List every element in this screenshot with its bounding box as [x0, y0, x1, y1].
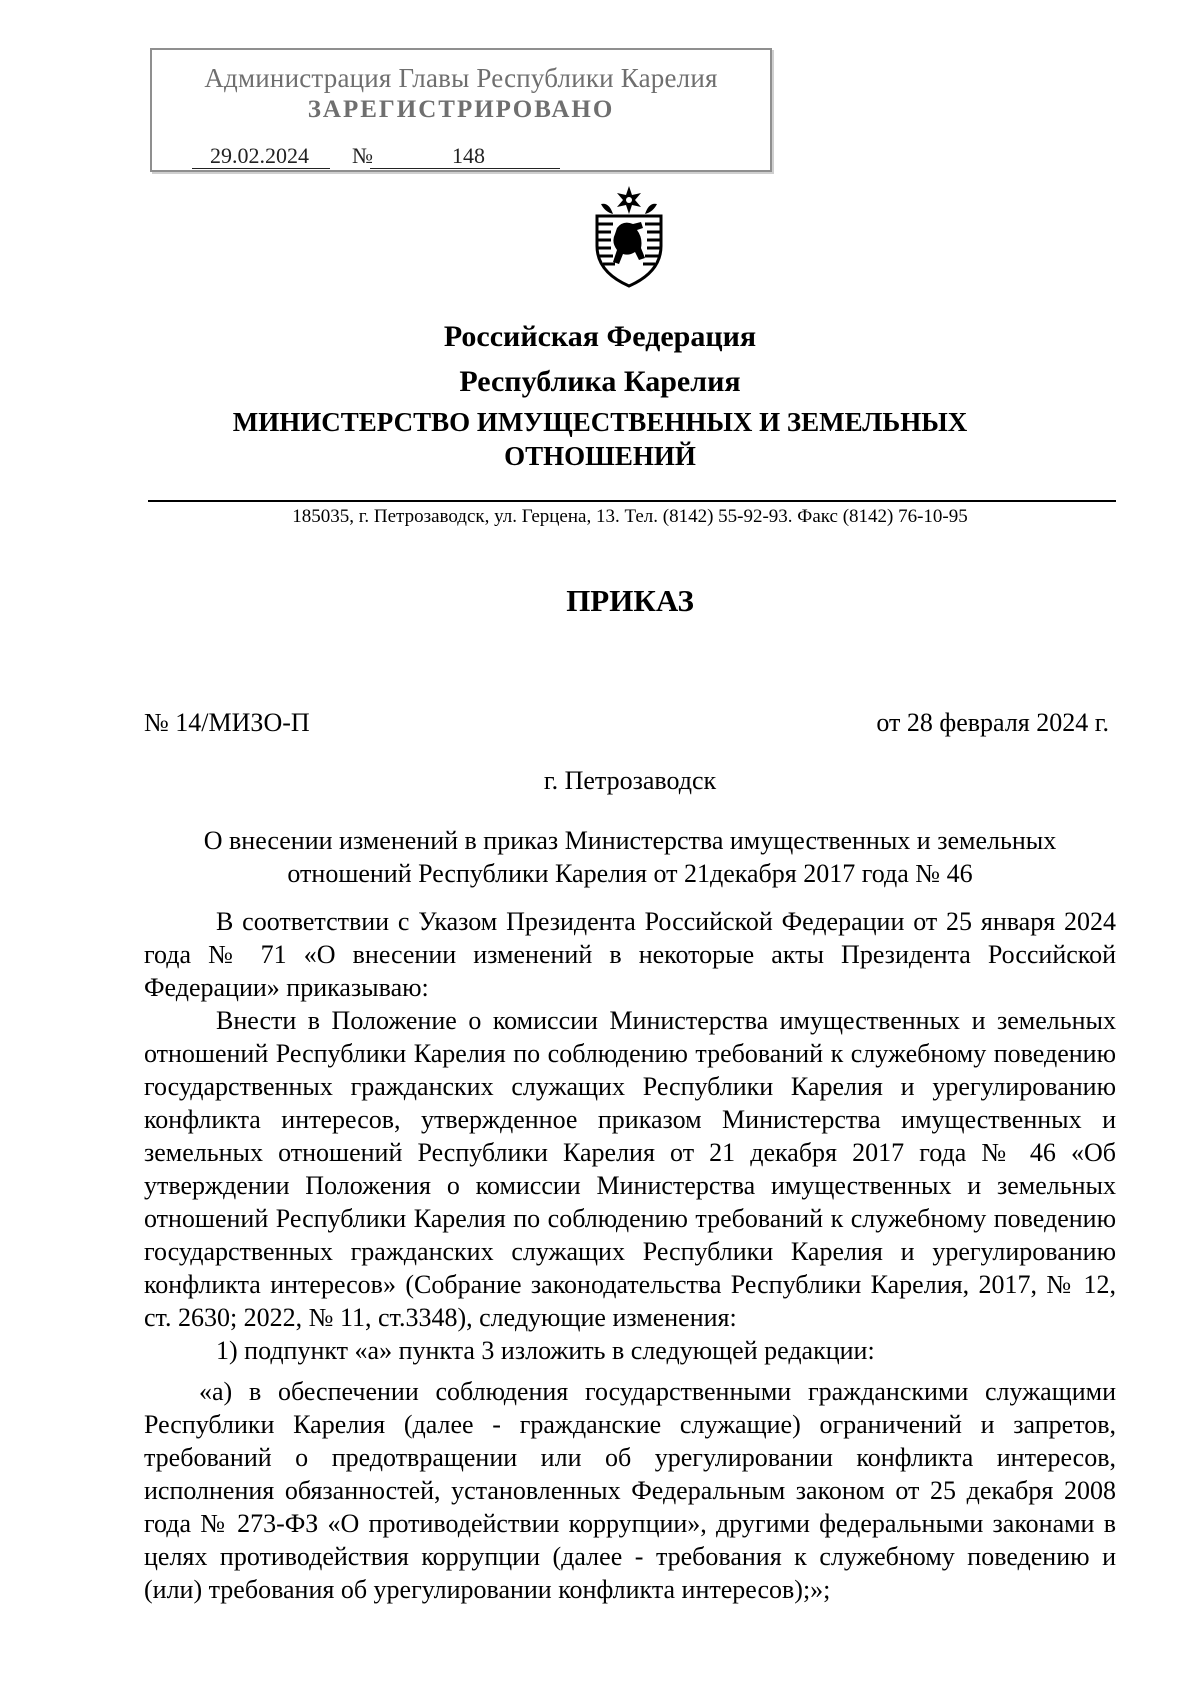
document-type: ПРИКАЗ: [566, 583, 694, 618]
karelia-coat-of-arms-icon: [583, 184, 675, 288]
body-paragraph-amendment: Внести в Положение о комиссии Министерства имущественных и земельных отношений Республики Карелия по соблюдению требований к служебному поведению государственных гражданских служащих Республики Карелия и урегулированию конфликта интересов, утвержденное приказом Министерства имущественных и земельных отношений Республики Карелия от 21 декабря 2017 года № 46 «Об утверждении Положения о комиссии Министерства имущественных и земельных отношений Республики Карелия по соблюдению требований к служебному поведению государственных гражданских служащих Республики Карелия и урегулированию конфликта интересов» (Собрание законодательства Республики Карелия, 2017, № 12, ст. 2630; 2022, № 11, ст.3348), следующие изменения:: [144, 1006, 1116, 1332]
document-body: [144, 905, 1116, 1606]
document-date: от 28 февраля 2024 г.: [876, 708, 1109, 737]
ministry-title: [0, 405, 1200, 473]
ministry-title-line2: ОТНОШЕНИЙ: [504, 441, 696, 471]
stamp-organization: Администрация Главы Республики Карелия: [204, 63, 718, 93]
document-subject: [0, 824, 1200, 890]
body-paragraph-preamble: В соответствии с Указом Президента Российской Федерации от 25 января 2024 года № 71 «О внесении изменений в некоторые акты Президента Российской Федерации» приказываю:: [144, 907, 1116, 1002]
document-number: № 14/МИЗО-П: [144, 708, 310, 737]
body-paragraph-item1: 1) подпункт «а» пункта 3 изложить в следующей редакции:: [216, 1336, 875, 1365]
document-city: г. Петрозаводск: [543, 766, 717, 795]
header-divider: [148, 500, 1116, 502]
stamp-date: 29.02.2024: [210, 143, 309, 168]
subject-line2: отношений Республики Карелия от 21декабря 2017 года № 46: [287, 859, 973, 888]
body-paragraph-quote: «а) в обеспечении соблюдения государственными гражданскими служащими Республики Карелия (далее - гражданские служащие) ограничений и запретов, требований о предотвращении или об урегулировании конфликта интересов, исполнения обязанностей, установленных Федеральным законом от 25 декабря 2008 года № 273-ФЗ «О противодействии коррупции», другими федеральными законами в целях противодействия коррупции (далее - требования к служебному поведению и (или) требования об урегулировании конфликта интересов);»;: [144, 1377, 1116, 1604]
ministry-title-line1: МИНИСТЕРСТВО ИМУЩЕСТВЕННЫХ И ЗЕМЕЛЬНЫХ: [232, 407, 968, 437]
subject-line1: О внесении изменений в приказ Министерства имущественных и земельных: [203, 826, 1057, 855]
region-title: Республика Карелия: [459, 365, 741, 398]
registration-stamp: [150, 48, 772, 172]
ministry-address: 185035, г. Петрозаводск, ул. Герцена, 13. Тел. (8142) 55-92-93. Факс (8142) 76-10-95: [292, 506, 968, 527]
stamp-status: ЗАРЕГИСТРИРОВАНО: [307, 96, 615, 123]
stamp-registration-line: [192, 143, 752, 169]
stamp-number-label: №: [352, 143, 373, 168]
stamp-number: 148: [452, 143, 485, 168]
country-title: Российская Федерация: [443, 320, 757, 353]
